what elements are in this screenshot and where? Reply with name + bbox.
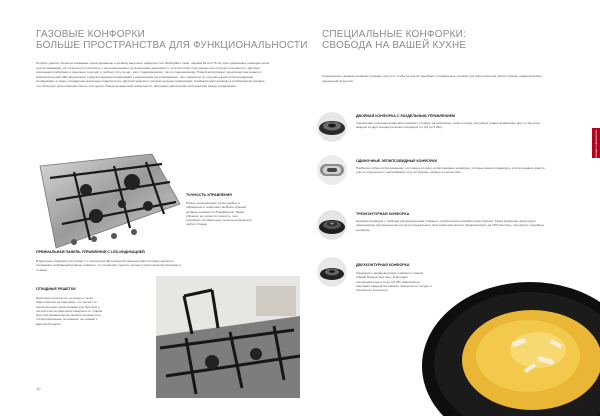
elliptical-burner-photo — [317, 155, 347, 185]
double-ring-burner-photo — [317, 257, 347, 287]
gas-hob-photo — [34, 152, 182, 250]
right-title-line2: СВОБОДА НА ВАШЕЙ КУХНЕ — [322, 40, 467, 51]
grates-text: Варочные решетки не чугунные и легко закрепляются на шарнирах, что делает их исключительно практичными для быстрой и легкой очистки варочной поверхности. Одним простым движением вы можете переместить эти вертикальные положения, не снимая с варочной панели. — [36, 296, 103, 326]
feature-2-text: Наиболее гибкое использование, состоящее из двух эллипсовидных конфорок, которые можно придвинуть и использовать вместе или по отдельности, настраиваясь под тип формы, размер и количество. — [356, 166, 545, 175]
grates-title: ОТКИДНЫЕ РЕШЕТКИ — [36, 287, 76, 291]
left-intro-text: Hotpoint уделяет большое внимание проектированию и дизайну варочных поверхностей. Выбирайте сами: ширина 60 или 75 см (при одинаковых размерах ниши для встраивания), из стекла или из металла, с эргономичными и долговечными деталями. С эстетической точки зрения они отлично сочетаются с другими кухонными приборами и идеально подходят к любому типу кухни - как к традиционному, так и к современному. Новый ассортимент предлагает как модели с привлекательной LED-индикацией и двухконтурными конфорками с радиальным регулированием, так и варианты со специальными эллипсовидными конфорками, а также стандартные варочные поверхности с двухконтурными и трехконтурными конфорками. Конфорки расположены в ромбовидном порядке, что облегчает приготовление более чем одного блюда на варочной поверхности, благодаря увеличению пространству между конфорками. — [36, 61, 270, 88]
side-tab-label: Варочные поверхности — [594, 130, 598, 163]
precision-title: ТОЧНОСТЬ УПРАВЛЕНИЯ — [186, 193, 232, 197]
risotto-plate-photo — [420, 262, 600, 416]
feature-4-text: Конфорка с двойным рядом пламени и самым гибким блюдом быстрее. Благодаря производительности до 3,5 кВт, равномерно нагревает каждый миллиметр поверхности посуды и использует используя. — [356, 271, 432, 293]
precision-text: Новые эргономичные ручки удобны в обращении и позволяют выбрать нужный уровень пламени из 5 вариантов. Таким образом, не теряется точность, чем подобрать оптимальную степень нагрева для любого блюда. — [186, 201, 252, 227]
feature-1-title: ДВОЙНАЯ КОНФОРКА С РАЗДЕЛЬНЫМ УПРАВЛЕНИЕМ — [356, 114, 456, 118]
feature-3-title: ТРЕХКОНТУРНАЯ КОНФОРКА — [356, 212, 410, 216]
triple-ring-burner-photo — [317, 210, 347, 240]
feature-2-title: ОДИНОЧНЫЕ ЭЛЛИПСОВИДНЫЕ КОНФОРКИ — [356, 159, 438, 163]
feature-1-text: Уникальная и мощная конфорка позволяет готовить на различных типах посуды, регулируя пламя независимо друг от друга на каждом из двух концентрических конфорок (от 0,6 до 5 кВт). — [356, 121, 540, 130]
left-title-line1: ГАЗОВЫЕ КОНФОРКИ — [36, 29, 145, 40]
feature-3-text: Целевая конфорка с тройным распределением пламени - изобретение разработчиков Hotpoint. Такая конфорка гарантирует равномерное распределение тепла для идеального приготовления пищи и функционирует на 15% быстрее, чем другие подобные конфорки. — [356, 219, 545, 232]
led-text: В варочных поверхностях Серии 7 с элегантной фронтальной панелью LED-система подсветки показывает выбранный уровень пламени, что позволяет сделать процесс приготовления быстрым и точным. — [36, 259, 181, 272]
page-number: 10 — [36, 386, 41, 391]
left-title-line2: БОЛЬШЕ ПРОСТРАНСТВА ДЛЯ ФУНКЦИОНАЛЬНОСТИ — [36, 40, 308, 51]
grates-photo — [156, 276, 300, 398]
section-side-tab — [592, 128, 600, 163]
right-intro-text: Специальные газовые конфорки созданы для того, чтобы вы могли подобрать оптимальные условия для приготовления любого блюда, гарантирующие идеальный результат. — [322, 74, 542, 83]
dual-burner-photo — [317, 112, 347, 142]
right-page — [300, 0, 600, 416]
feature-4-title: ДВУХКОНТУРНАЯ КОНФОРКА — [356, 263, 410, 267]
led-title: ПРЕМИАЛЬНАЯ ПАНЕЛЬ УПРАВЛЕНИЯ С LED-ИНДИКАЦИЕЙ — [36, 250, 145, 254]
right-title-line1: СПЕЦИАЛЬНЫЕ КОНФОРКИ: — [322, 29, 466, 40]
